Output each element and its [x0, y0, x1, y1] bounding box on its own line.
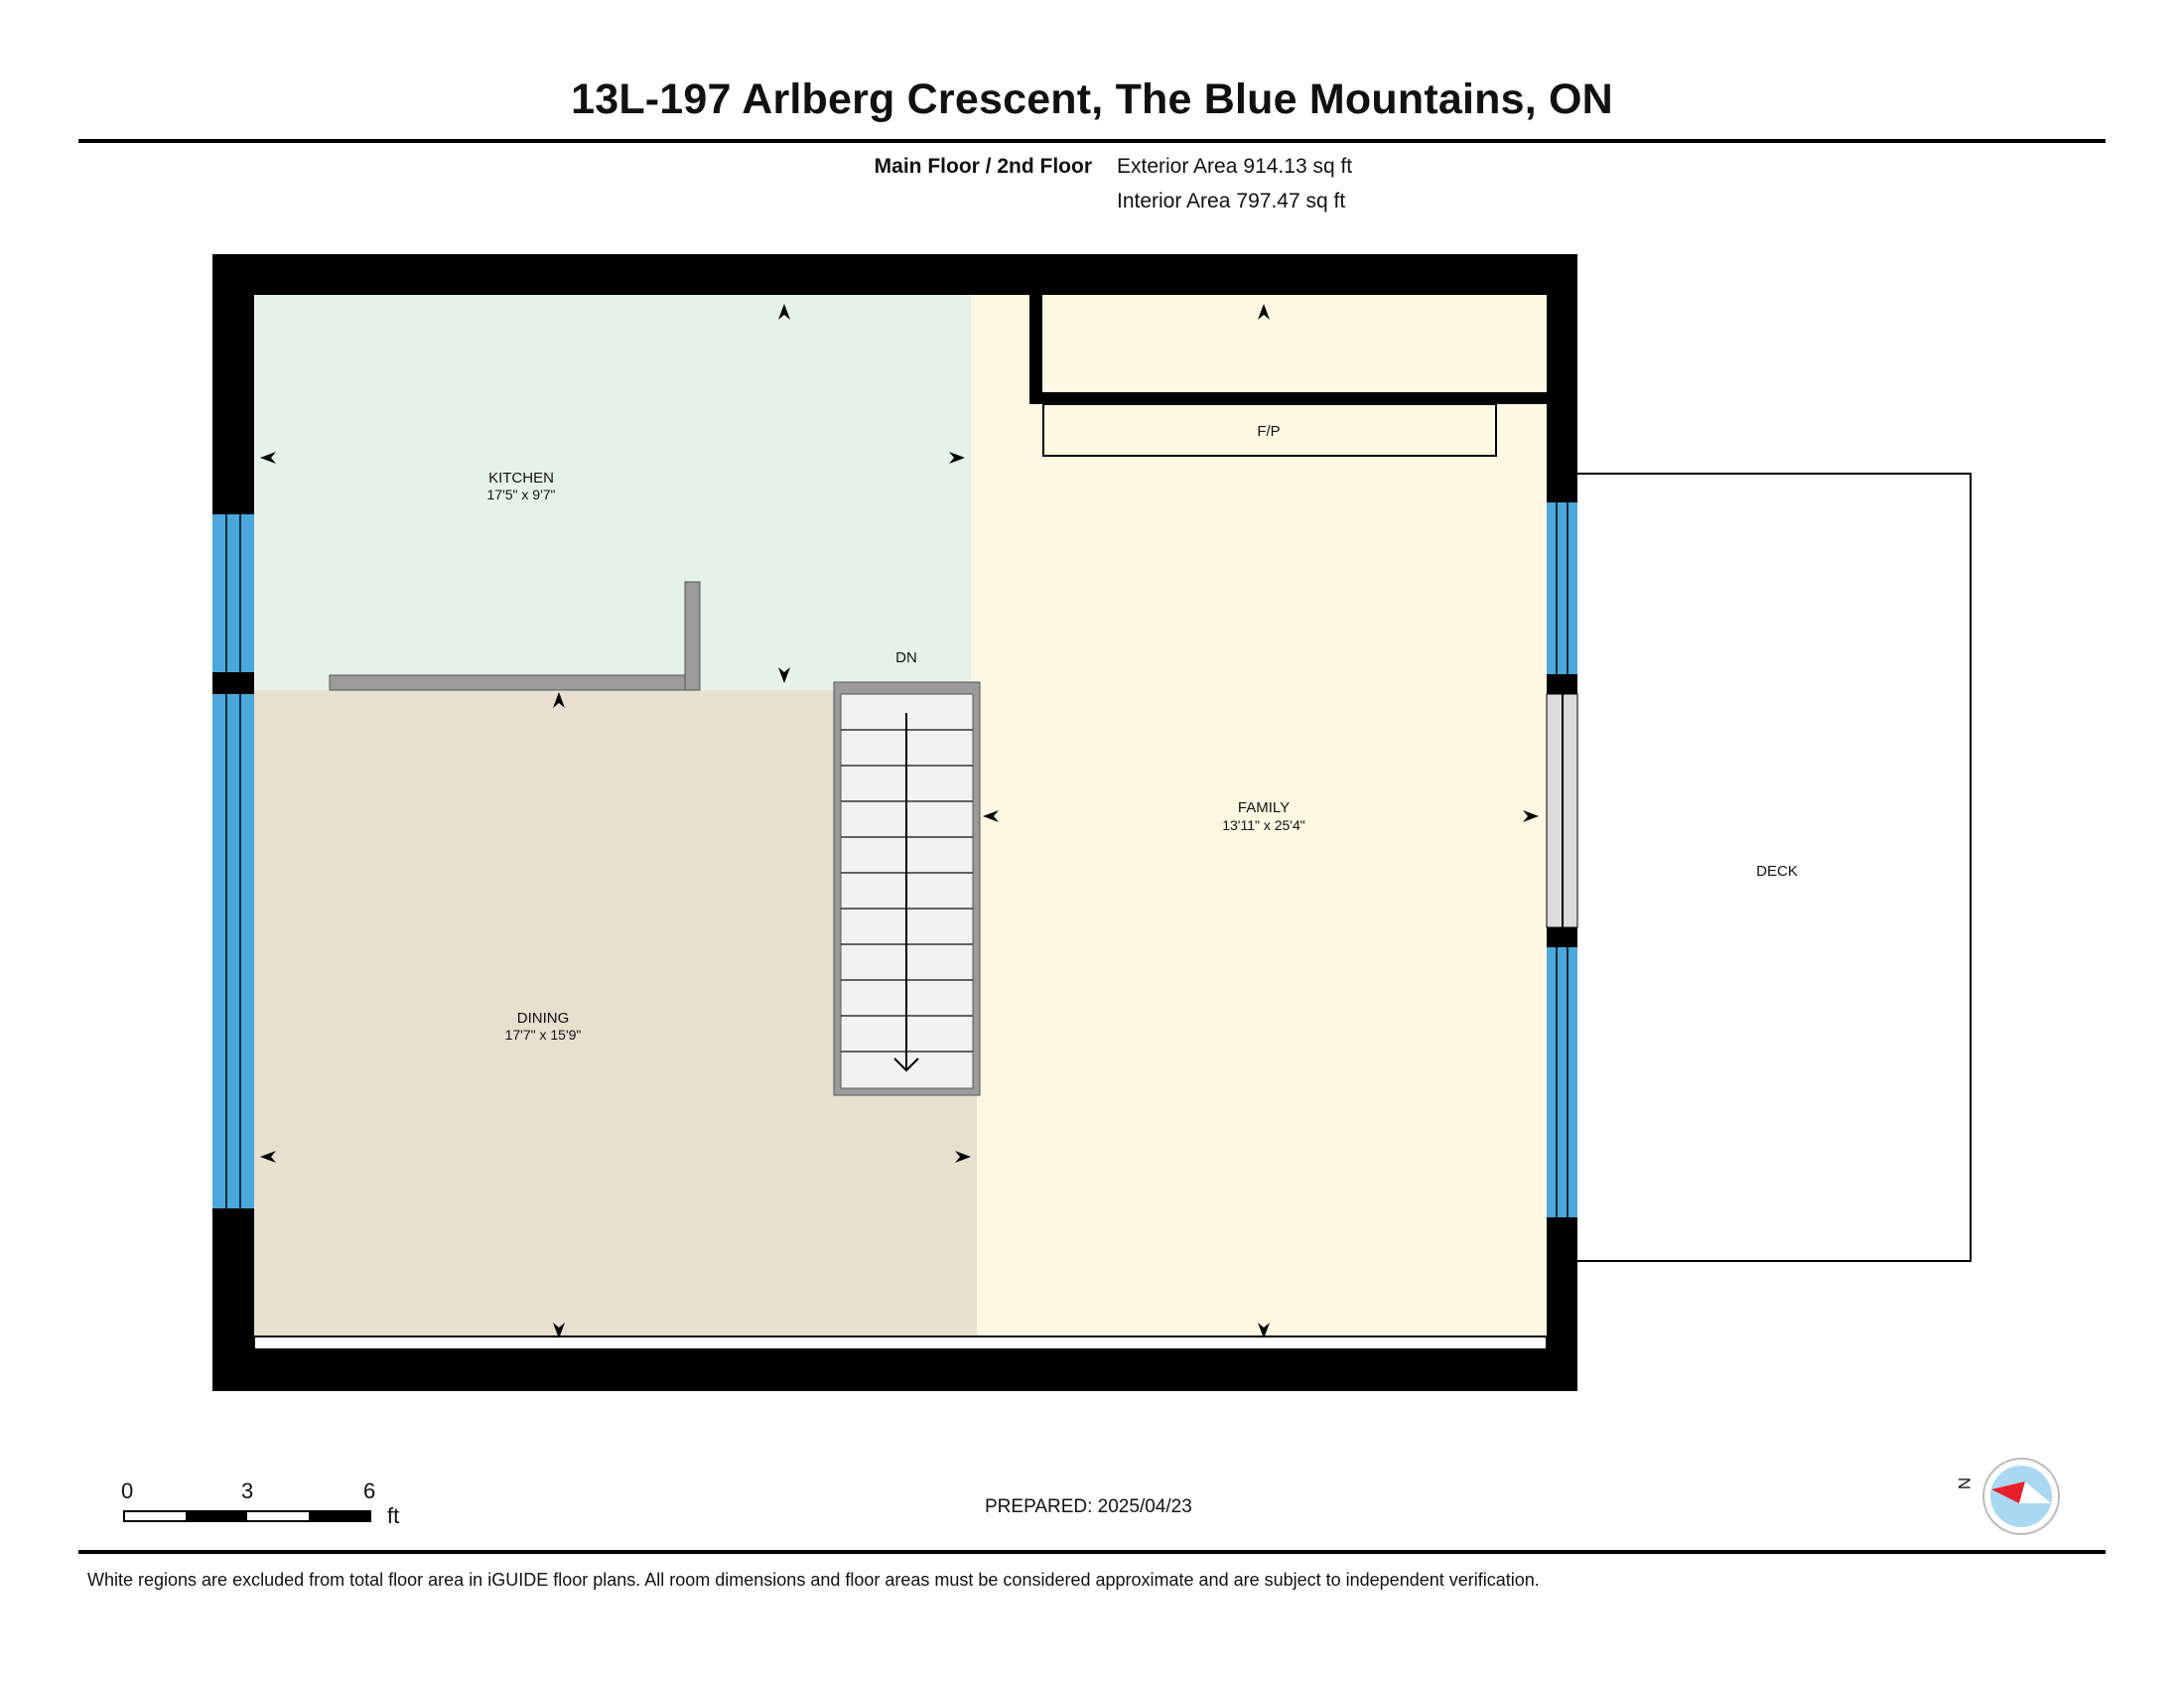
family-label: FAMILY [1237, 799, 1291, 816]
scale-tick-0: 0 [121, 1478, 134, 1503]
excluded-strip [254, 1336, 1547, 1349]
east-wall-lower [1547, 1217, 1577, 1349]
compass-north-label: N [1955, 1477, 1975, 1490]
disclaimer: White regions are excluded from total floor area in iGUIDE floor plans. All room dimensions and floor areas must be considered approximate and are subject to independent verification. [87, 1570, 1540, 1590]
plan-title: 13L-197 Arlberg Crescent, The Blue Mountains, ON [571, 75, 1613, 123]
east-wall-middle-b [1547, 927, 1577, 947]
scale-unit: ft [387, 1503, 400, 1528]
north-wall [212, 254, 1577, 295]
compass-icon [1983, 1459, 2059, 1534]
deck-label: DECK [1756, 863, 1798, 880]
scale-tick-3: 3 [241, 1478, 254, 1503]
prepared-date: PREPARED: 2025/04/23 [985, 1496, 1192, 1517]
kitchen-area [254, 295, 971, 690]
west-wall-lower [212, 1208, 254, 1349]
kitchen-label: KITCHEN [488, 470, 554, 487]
west-window-upper [212, 514, 254, 672]
exterior-area-label: Exterior Area [1117, 155, 1238, 178]
south-wall [212, 1349, 1577, 1391]
fireplace-label: F/P [1257, 423, 1281, 440]
east-window-lower [1547, 947, 1577, 1217]
interior-area-value: 797.47 sq ft [1236, 190, 1346, 212]
scale-bar [124, 1511, 370, 1521]
stairs-down-label: DN [895, 649, 917, 666]
west-wall-upper [212, 295, 254, 514]
west-window-lower [212, 694, 254, 1208]
dining-label: DINING [516, 1010, 570, 1027]
family-dimensions: 13'11" x 25'4" [1222, 817, 1305, 833]
east-wall-middle-a [1547, 674, 1577, 694]
staircase [834, 682, 980, 1095]
west-wall-middle [212, 672, 254, 694]
dining-dimensions: 17'7" x 15'9" [504, 1027, 582, 1043]
footer-divider [78, 1550, 2106, 1554]
kitchen-dimensions: 17'5" x 9'7" [486, 487, 556, 502]
exterior-area-value: 914.13 sq ft [1243, 155, 1353, 178]
floor-name: Main Floor / 2nd Floor [874, 155, 1092, 178]
family-area-lower [977, 690, 1547, 1336]
east-wall-upper [1547, 295, 1577, 502]
family-area-upper [971, 295, 1547, 690]
scale-tick-6: 6 [363, 1478, 376, 1503]
interior-area-label: Interior Area [1117, 190, 1231, 212]
east-window-upper [1547, 502, 1577, 674]
sliding-door [1547, 694, 1577, 927]
